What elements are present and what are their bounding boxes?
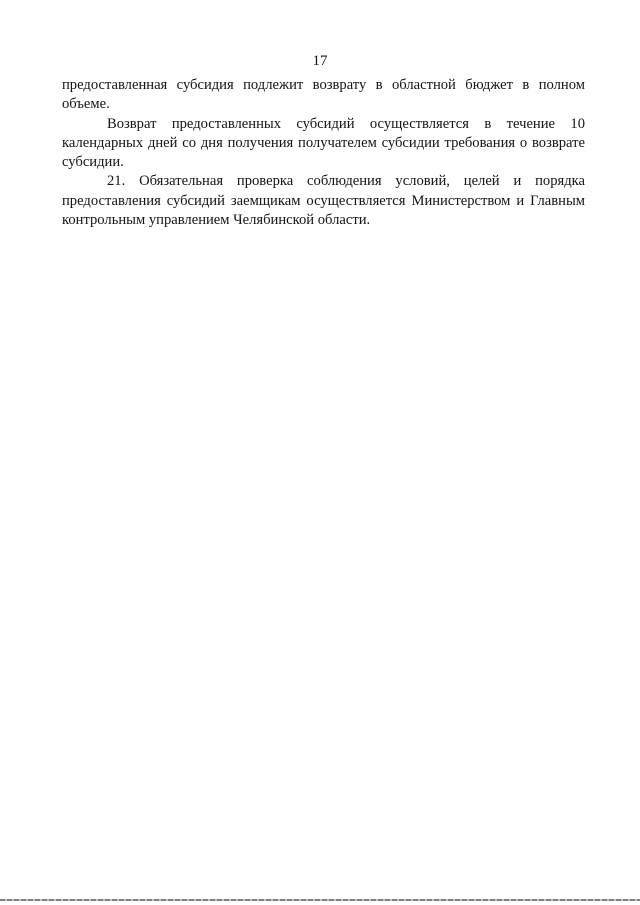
text-line: 10 календарных дней со дня получения получателем субсидии требования о xyxy=(62,115,585,151)
text-line: объеме. xyxy=(62,96,110,113)
scan-bottom-edge xyxy=(0,899,640,901)
text-line: предоставленная субсидия подлежит возврату в областной бюджет в полном xyxy=(62,77,585,93)
page-number: 17 xyxy=(312,53,328,69)
text-line: возврате субсидии. xyxy=(62,134,585,171)
paragraph-compliance-check xyxy=(62,172,585,230)
document-body xyxy=(62,76,585,230)
paragraph-return-deadline xyxy=(62,115,585,173)
text-line: 21. Обязательная проверка соблюдения условий, целей и порядка xyxy=(107,173,585,190)
text-line: Возврат предоставленных субсидий осуществляется в течение xyxy=(107,115,556,132)
paragraph-subsidy-return-obligation xyxy=(62,76,585,115)
text-line: Главным контрольным управлением Челябинской области. xyxy=(62,192,585,229)
text-line: предоставления субсидий заемщикам осуществляется Министерством и xyxy=(62,192,525,209)
